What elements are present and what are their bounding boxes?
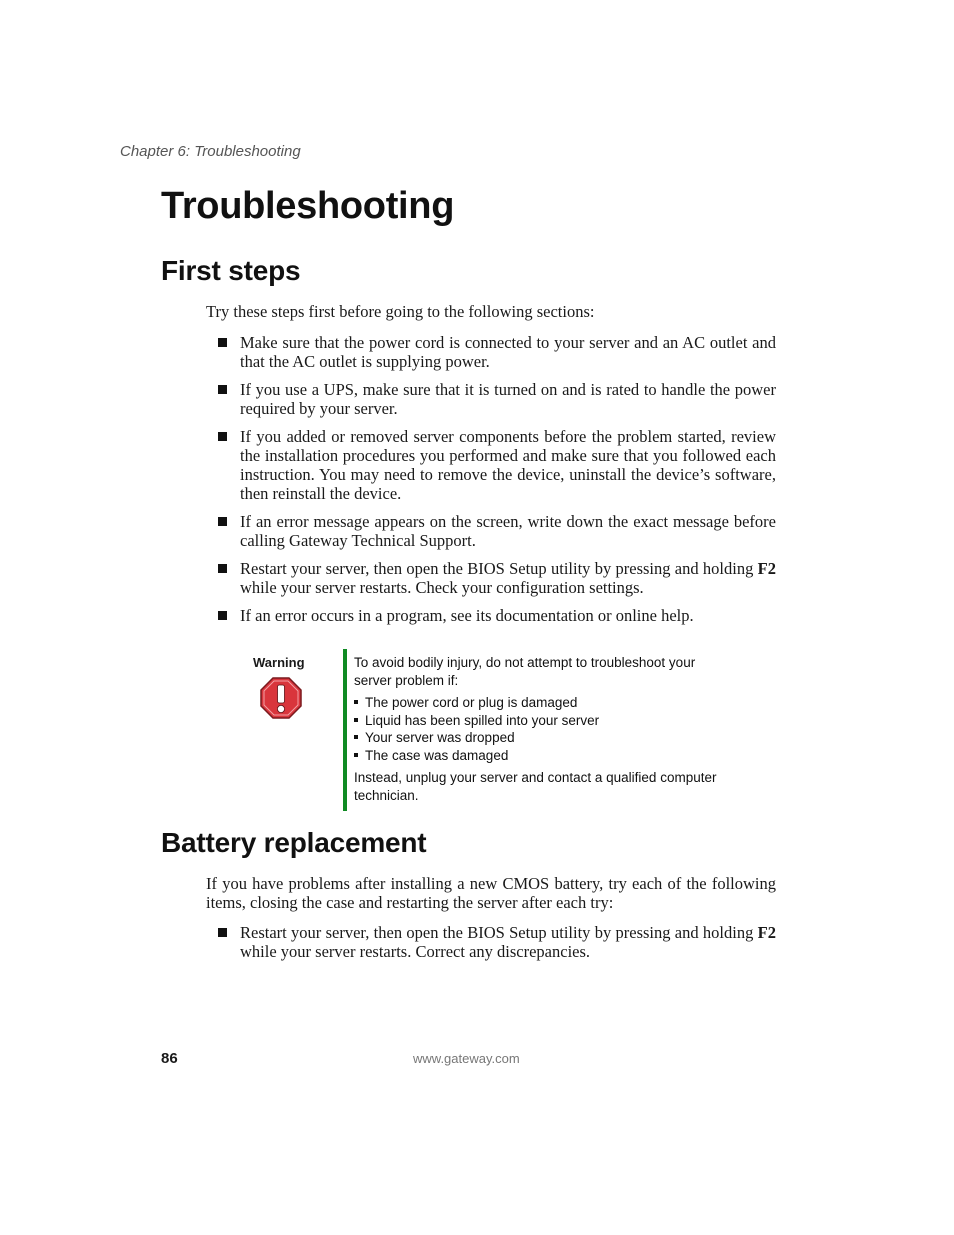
list-item — [354, 747, 734, 765]
list-item-text: If an error message appears on the screen, write down the exact message before calling Gateway Technical Support. — [240, 512, 776, 550]
square-bullet-icon — [354, 735, 358, 739]
list-item — [206, 512, 776, 550]
battery-list — [206, 923, 776, 970]
list-item-text: Liquid has been spilled into your server — [365, 712, 600, 728]
key-name: F2 — [757, 923, 776, 942]
list-item — [206, 333, 776, 371]
list-item — [354, 712, 734, 730]
square-bullet-icon — [218, 517, 227, 526]
square-bullet-icon — [218, 385, 227, 394]
list-item-text: If you use a UPS, make sure that it is turned on and is rated to handle the power required by your server. — [240, 380, 776, 418]
section-heading-first-steps: First steps — [161, 255, 301, 286]
page-number: 86 — [161, 1050, 178, 1067]
square-bullet-icon — [218, 564, 227, 573]
warning-list — [354, 694, 734, 764]
list-item-text: Restart your server, then open the BIOS Setup utility by pressing and holding — [240, 559, 758, 578]
running-header: Chapter 6: Troubleshooting — [120, 143, 301, 160]
square-bullet-icon — [354, 753, 358, 757]
battery-intro: If you have problems after installing a new CMOS battery, try each of the following items, closing the case and restarting the server after each try: — [206, 874, 776, 912]
square-bullet-icon — [354, 700, 358, 704]
list-item-text: while your server restarts. Correct any discrepancies. — [240, 942, 591, 961]
list-item — [206, 380, 776, 418]
square-bullet-icon — [218, 338, 227, 347]
key-name: F2 — [757, 559, 776, 578]
list-item-text: Your server was dropped — [365, 730, 515, 745]
square-bullet-icon — [354, 718, 358, 722]
footer-url: www.gateway.com — [413, 1051, 520, 1066]
warning-body — [354, 654, 734, 804]
page-title: Troubleshooting — [161, 185, 455, 227]
first-steps-intro: Try these steps first before going to the following sections: — [206, 302, 595, 321]
list-item — [354, 729, 734, 747]
square-bullet-icon — [218, 928, 227, 937]
square-bullet-icon — [218, 611, 227, 620]
first-steps-list — [206, 333, 776, 634]
list-item-text: If an error occurs in a program, see its documentation or online help. — [240, 606, 694, 625]
list-item — [206, 427, 776, 503]
warning-stop-icon — [260, 677, 302, 719]
list-item — [206, 606, 776, 625]
list-item-text: while your server restarts. Check your configuration settings. — [240, 578, 644, 597]
list-item-text: Make sure that the power cord is connected to your server and an AC outlet and that the AC outlet is supplying power. — [240, 333, 776, 371]
list-item-text: The case was damaged — [365, 747, 509, 763]
list-item-text: Restart your server, then open the BIOS Setup utility by pressing and holding — [240, 923, 758, 942]
warning-label: Warning — [253, 655, 305, 670]
warning-intro: To avoid bodily injury, do not attempt to troubleshoot your server problem if: — [354, 655, 696, 688]
warning-accent-bar — [343, 649, 347, 811]
list-item-text: The power cord or plug is damaged — [365, 695, 578, 710]
warning-outro: Instead, unplug your server and contact a qualified computer technician. — [354, 770, 717, 803]
list-item — [206, 923, 776, 961]
square-bullet-icon — [218, 432, 227, 441]
list-item — [206, 559, 776, 597]
section-heading-battery-replacement: Battery replacement — [161, 827, 427, 858]
list-item-text: If you added or removed server components before the problem started, review the installation procedures you performed and make sure that you followed each instruction. You may need to remove the device, uninstall the device’s software, then reinstall the device. — [240, 427, 776, 503]
list-item — [354, 694, 734, 712]
